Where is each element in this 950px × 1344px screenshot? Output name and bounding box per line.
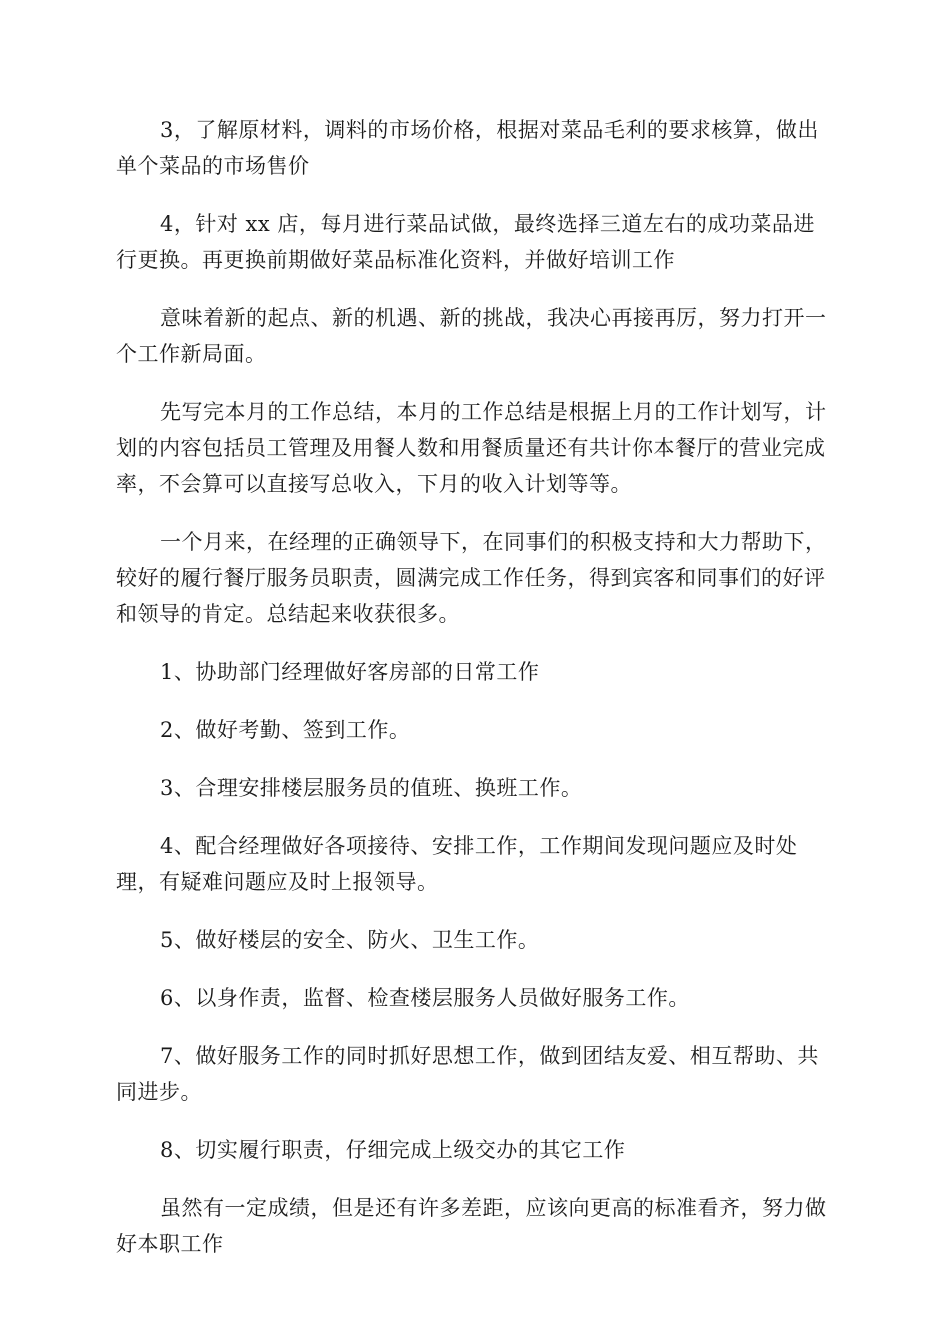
- paragraph-5: 一个月来，在经理的正确领导下，在同事们的积极支持和大力帮助下，较好的履行餐厅服务员职责，圆满完成工作任务，得到宾客和同事们的好评和领导的肯定。总结起来收获很多。: [116, 530, 827, 626]
- paragraph-3: 意味着新的起点、新的机遇、新的挑战，我决心再接再厉，努力打开一个工作新局面。: [116, 306, 827, 366]
- document-body: [116, 112, 834, 1284]
- paragraph-2: 4，针对 xx 店，每月进行菜品试做，最终选择三道左右的成功菜品进行更换。再更换前期做好菜品标准化资料，并做好培训工作: [116, 212, 815, 272]
- closing-paragraph: 虽然有一定成绩，但是还有许多差距，应该向更高的标准看齐，努力做好本职工作: [116, 1196, 827, 1256]
- list-item-3: 3、合理安排楼层服务员的值班、换班工作。: [160, 776, 583, 800]
- list-item-1: 1、协助部门经理做好客房部的日常工作: [160, 660, 540, 684]
- list-item-4: 4、配合经理做好各项接待、安排工作，工作期间发现问题应及时处理，有疑难问题应及时上报领导。: [116, 834, 798, 894]
- list-item-5: 5、做好楼层的安全、防火、卫生工作。: [160, 928, 540, 952]
- list-item-7: 7、做好服务工作的同时抓好思想工作，做到团结友爱、相互帮助、共同进步。: [116, 1044, 819, 1104]
- paragraph-1: 3，了解原材料，调料的市场价格，根据对菜品毛利的要求核算，做出单个菜品的市场售价: [116, 118, 819, 178]
- paragraph-4: 先写完本月的工作总结，本月的工作总结是根据上月的工作计划写，计划的内容包括员工管理及用餐人数和用餐质量还有共计你本餐厅的营业完成率，不会算可以直接写总收入，下月的收入计划等等。: [116, 400, 827, 496]
- list-item-2: 2、做好考勤、签到工作。: [160, 718, 411, 742]
- list-item-8: 8、切实履行职责，仔细完成上级交办的其它工作: [160, 1138, 626, 1162]
- list-item-6: 6、以身作责，监督、检查楼层服务人员做好服务工作。: [160, 986, 690, 1010]
